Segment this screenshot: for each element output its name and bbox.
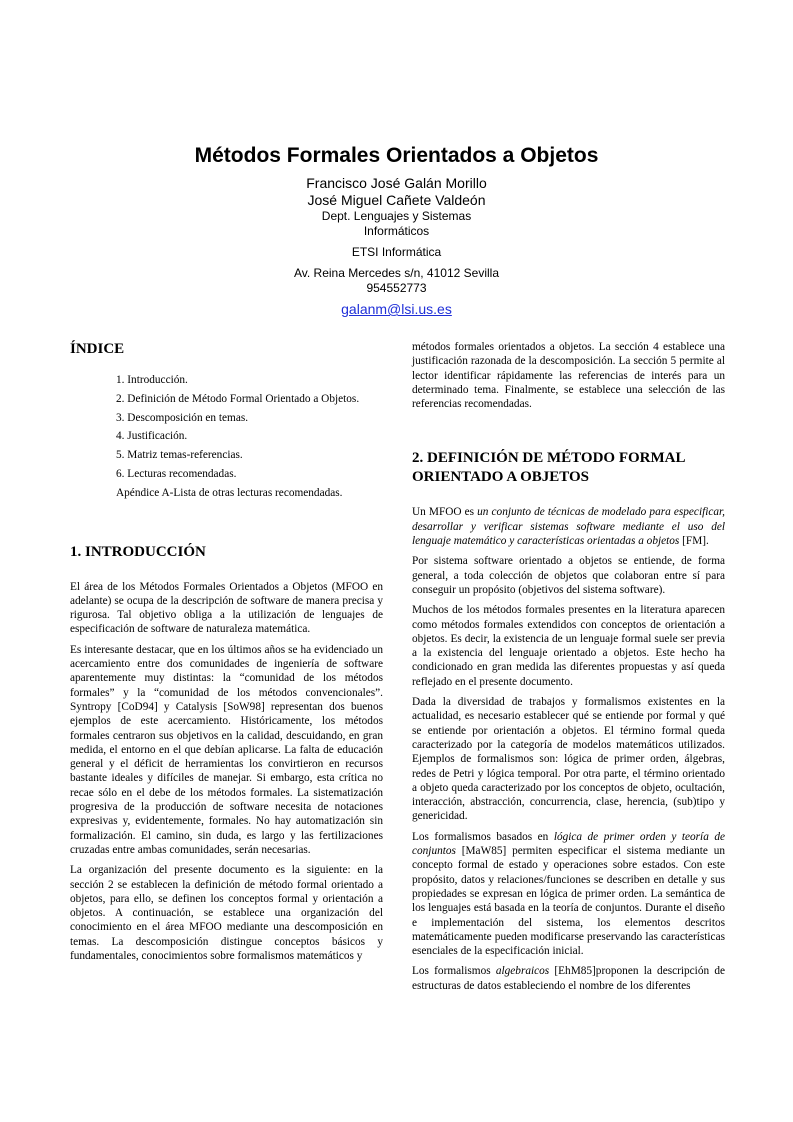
author-1: Francisco José Galán Morillo bbox=[306, 175, 487, 191]
toc-item: 4. Justificación. bbox=[116, 430, 188, 443]
section-2-heading-line-2: ORIENTADO A OBJETOS bbox=[412, 469, 589, 486]
intro-paragraph-3-continued: métodos formales orientados a objetos. La sección 4 establece una justificación razonada de la descomposición. La sección 5 permite al lector identificar rápidamente las referencias de interés para un determinado tema. Finalmente, se establece una selección de las referencias recomendadas. bbox=[412, 341, 725, 411]
section-2-heading bbox=[412, 449, 725, 487]
toc-item: 5. Matriz temas-referencias. bbox=[116, 449, 243, 462]
left-column bbox=[70, 340, 383, 969]
table-of-contents bbox=[116, 373, 383, 500]
department-line-2: Informáticos bbox=[363, 224, 430, 238]
section-2-paragraph-2: Por sistema software orientado a objetos se entiende, de forma general, a toda colección de objetos que colaboran entre sí para conseguir un propósito (objetivos del sistema software). bbox=[412, 555, 725, 596]
section-2-paragraph-5: Los formalismos basados en lógica de primer orden y teoría de conjuntos [MaW85] permiten especificar el sistema mediante un concepto formal de estado y operaciones sobre estados. Con este propósito, datos y relaciones/funciones se describen en detalle y sus propiedades se expresan en lógica de primer orden. La semántica de los lenguajes está basada en la teoría de conjuntos. Durante el diseño e implementación del sistema, los elementos descritos matemáticamente pueden modificarse preservando las características esenciales de la especificación inicial. bbox=[412, 830, 725, 958]
definition-emphasis: un conjunto de técnicas de modelado para especificar, desarrollar y verificar sistemas software mediante el uso del lenguaje matemático y características orientadas a objetos bbox=[412, 506, 725, 548]
intro-paragraph-1: El área de los Métodos Formales Orientados a Objetos (MFOO en adelante) se ocupa de la descripción de software de manera precisa y rigurosa. Tal objetivo obliga a la utilización de lenguajes de especificación de software de naturaleza matemática. bbox=[70, 580, 383, 636]
email-link[interactable]: galanm@lsi.us.es bbox=[341, 301, 452, 317]
right-column bbox=[412, 340, 725, 999]
school: ETSI Informática bbox=[351, 245, 442, 259]
toc-item: Apéndice A-Lista de otras lecturas recomendadas. bbox=[116, 486, 343, 499]
definition-paragraph: Un MFOO es un conjunto de técnicas de modelado para especificar, desarrollar y verificar sistemas software mediante el uso del lenguaje matemático y características orientadas a objetos [FM]. bbox=[412, 506, 725, 548]
section-2-paragraph-6: Los formalismos algebraicos [EhM85]proponen la descripción de estructuras de datos estableciendo el nombre de los diferentes bbox=[412, 965, 725, 992]
index-heading: ÍNDICE bbox=[70, 341, 125, 357]
section-2-paragraph-4: Dada la diversidad de trabajos y formalismos existentes en la actualidad, es necesario establecer qué se entiende por formal y qué se entiende por orientación a objetos. El término formal queda caracterizado por la categoría de modelos matemáticos utilizados. Ejemplos de formalismos son: lógica de primer orden, álgebras, redes de Petri y lógica temporal. Por otra parte, el término orientado a objeto queda caracterizado por los conceptos de objeto, ocultación, interacción, abstracción, concurrencia, clase, herencia, (sub)tipo y genericidad. bbox=[412, 696, 725, 823]
department-line-1: Dept. Lenguajes y Sistemas bbox=[321, 209, 472, 223]
toc-item: 1. Introducción. bbox=[116, 374, 188, 386]
section-1-heading: 1. INTRODUCCIÓN bbox=[70, 543, 206, 560]
toc-item: 2. Definición de Método Formal Orientado a Objetos. bbox=[116, 392, 360, 405]
logic-emphasis: lógica de primer orden y teoría de conjuntos bbox=[412, 830, 725, 858]
toc-item: 6. Lecturas recomendadas. bbox=[116, 467, 237, 480]
section-2-paragraph-3: Muchos de los métodos formales presentes en la literatura aparecen como métodos formales extendidos con conceptos de orientación a objetos. Es decir, la existencia de un lenguaje formal suele ser previa a la existencia del lenguaje orientado a objetos. Este hecho ha condicionado en gran medida las diferentes propuestas y así queda reflejado en el presente documento. bbox=[412, 604, 725, 688]
paper-title: Métodos Formales Orientados a Objetos bbox=[194, 144, 599, 167]
address: Av. Reina Mercedes s/n, 41012 Sevilla bbox=[293, 266, 499, 280]
section-2-heading-line-1: 2. DEFINICIÓN DE MÉTODO FORMAL bbox=[412, 450, 686, 467]
paper-header bbox=[0, 143, 793, 319]
algebraic-emphasis: algebraicos bbox=[495, 965, 550, 978]
phone: 954552773 bbox=[366, 281, 427, 295]
intro-paragraph-3: La organización del presente documento es la siguiente: en la sección 2 se establecen la definición de método formal orientado a objetos, para ello, se definen los conceptos formal y orientación a objetos. A continuación, se establece una organización del conocimiento en el área MFOO mediante una descomposición en temas. La descomposición distingue conceptos básicos y fundamentales, conocimientos sobre formalismos matemáticos y bbox=[70, 864, 383, 962]
intro-paragraph-2: Es interesante destacar, que en los últimos años se ha evidenciado un acercamiento entre dos comunidades de ingeniería de software aparentemente muy distintas: la “comunidad de los métodos formales” y la “comunidad de los métodos convencionales”. Syntropy [CoD94] y Catalysis [SoW98] representan dos buenos ejemplos de este acercamiento. Históricamente, los métodos formales centraron sus objetivos en la calidad, descuidando, en gran medida, el entorno en el que debían aplicarse. La falta de educación general y el déficit de herramientas los convirtieron en recursos bastante ideales y difíciles de manejar. Si embargo, esta crítica no recae sólo en el debe de los métodos formales. La sistematización progresiva de la producción de software necesita de notaciones expresivas y, evidentemente, formales. No hay automatización sin formalización. El camino, sin duda, es largo y las fertilizaciones cruzadas entre ambas comunidades, serán necesarias. bbox=[70, 643, 383, 856]
author-2: José Miguel Cañete Valdeón bbox=[307, 192, 486, 208]
toc-item: 3. Descomposición en temas. bbox=[116, 411, 249, 424]
